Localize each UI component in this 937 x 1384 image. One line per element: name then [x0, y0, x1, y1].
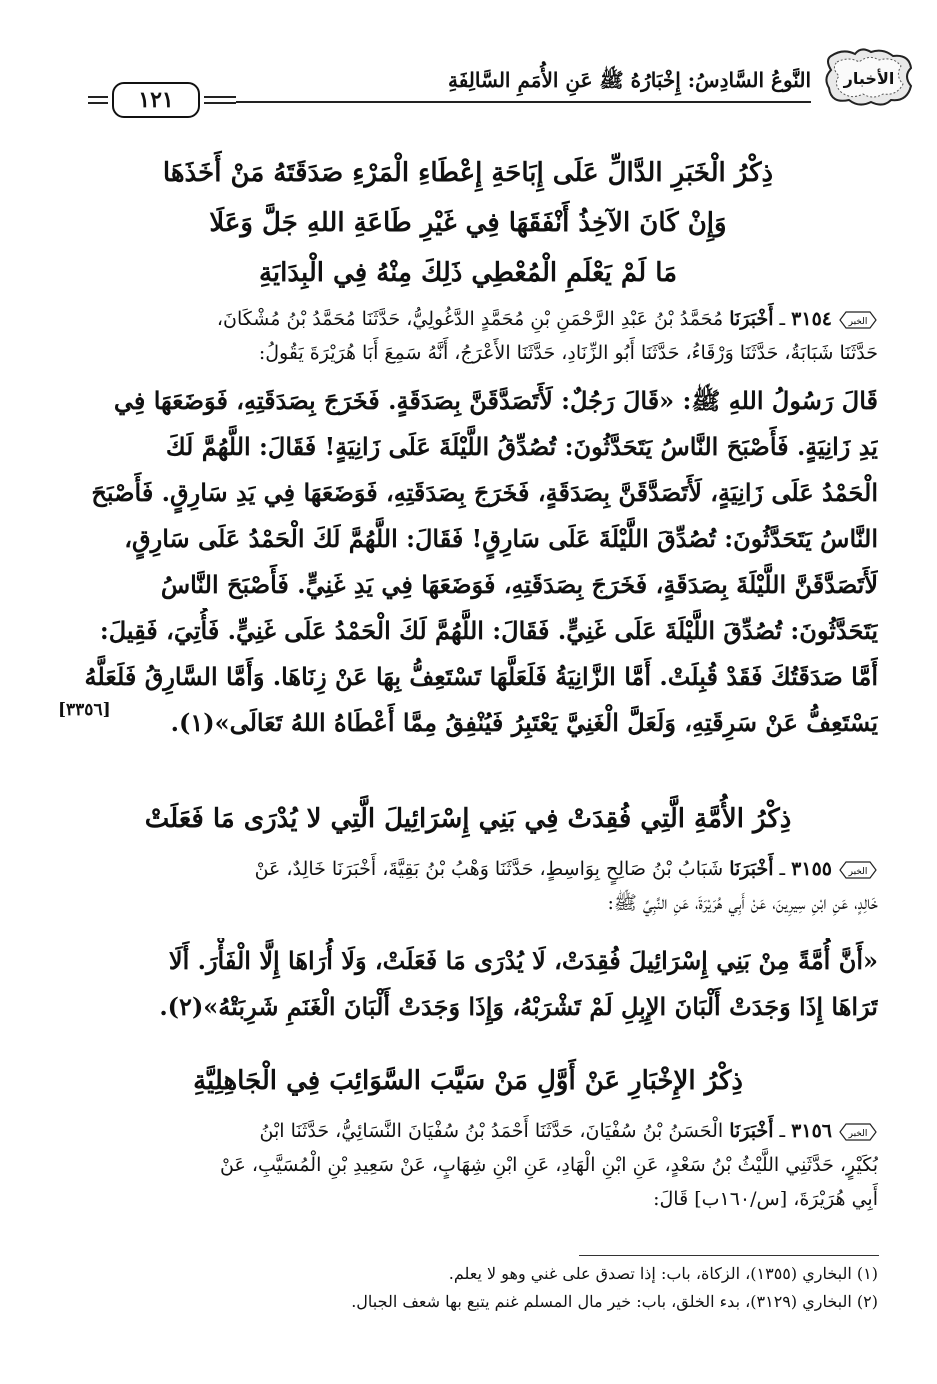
- hadith-number: ٣١٥٦: [791, 1120, 832, 1142]
- khabar-badge-icon: [838, 860, 878, 880]
- isnad-block: [58, 1114, 878, 1216]
- hadith-line: يَدِ زَانِيَةٍ. فَأَصْبَحَ النَّاسُ يَتَحَدَّثُونَ: تُصُدِّقُ اللَّيْلَةَ عَلَى زَانِيَةٍ! فَقَالَ: اللَّهُمَّ لَكَ: [165, 432, 878, 461]
- akhbarana-label: أَخْبَرَنَا: [729, 308, 774, 330]
- isnad-line: الخبر ٣١٥٤ ـ أَخْبَرَنَا مُحَمَّدُ بْنُ عَبْدِ الرَّحْمَنِ بْنِ مُحَمَّدٍ الدَّغُولِيُّ، حَدَّثَنَا مُحَمَّدُ بْنُ مُشْكَانَ،: [58, 302, 878, 336]
- hadith-number: ٣١٥٥: [791, 858, 832, 880]
- hadith-line: أَمَّا صَدَقَتُكَ فَقَدْ قُبِلَتْ. أَمَّا الزَّانِيَةُ فَلَعَلَّهَا تَسْتَعِفُّ بِهَا عَنْ زِنَاهَا. وَأَمَّا السَّارِقُ فَلَعَلَّهُ: [84, 662, 878, 691]
- section-heading: [58, 148, 878, 298]
- running-title: النَّوعُ السَّادِسُ: إِخْبَارُهُ ﷺ عَنِ الأُمَمِ السَّالِفَةِ: [447, 68, 811, 92]
- footnote: (١) البخاري (١٣٥٥)، الزكاة، باب: إذا تصدق على غني وهو لا يعلم.: [448, 1264, 878, 1283]
- isnad-line: حَدَّثَنَا شَبَابَةُ، حَدَّثَنَا وَرْقَاءُ، حَدَّثَنَا أَبُو الزِّنَادِ، حَدَّثَنَا الأَعْرَجُ، أَنَّهُ سَمِعَ أَبَا هُرَيْرَةَ يَقُولُ:: [258, 342, 878, 364]
- svg-text:الخبر: الخبر: [848, 867, 868, 877]
- hadith-line: تَرَاهَا إِذَا وَجَدَتْ أَلْبَانَ الإِبِلِ لَمْ تَشْرَبْهُ، وَإِذَا وَجَدَتْ أَلْبَانَ الْغَنَمِ شَرِبَتْهُ»(٢).: [159, 992, 878, 1021]
- header-rule-left: [88, 102, 108, 104]
- header-rule-left: [204, 102, 236, 104]
- svg-text:الخبر: الخبر: [848, 1129, 868, 1139]
- hadith-line: يَسْتَعِفُّ عَنْ سَرِقَتِهِ، وَلَعَلَّ الْغَنِيَّ يَعْتَبِرُ فَيُنْفِقُ مِمَّا أَعْطَاهُ اللهُ تَعَالَى»(١).: [170, 708, 878, 737]
- isnad-line: خَالِدٍ، عَنِ ابْنِ سِيرِينَ، عَنْ أَبِي هُرَيْرَةَ، عَنِ النَّبِيِّ ﷺ:: [607, 892, 878, 914]
- isnad-block: [58, 852, 878, 920]
- khabar-badge-icon: [838, 1122, 878, 1142]
- badge-text: الأخبار: [843, 69, 895, 88]
- footnote-divider: [579, 1255, 879, 1256]
- akhbarana-label: أَخْبَرَنَا: [729, 1120, 774, 1142]
- akhbarana-label: أَخْبَرَنَا: [729, 858, 774, 880]
- header-rule-left: [204, 96, 236, 98]
- heading-line: ذِكْرُ الْخَبَرِ الدَّالِّ عَلَى إِبَاحَةِ إِعْطَاءِ الْمَرْءِ صَدَقَتَهُ مَنْ أَخَذَهَا: [162, 158, 774, 188]
- khabar-badge-icon: [838, 310, 878, 330]
- header-rule-left: [88, 96, 108, 98]
- page-header: [22, 38, 915, 130]
- hadith-line: النَّاسُ يَتَحَدَّثُونَ: تُصُدِّقَ اللَّيْلَةَ عَلَى سَارِقٍ! فَقَالَ: اللَّهُمَّ لَكَ الْحَمْدُ عَلَى سَارِقٍ،: [124, 524, 878, 553]
- isnad-text: مُحَمَّدُ بْنُ عَبْدِ الرَّحْمَنِ بْنِ مُحَمَّدٍ الدَّغُولِيُّ، حَدَّثَنَا مُحَمَّدُ بْنُ مُشْكَانَ،: [216, 308, 724, 330]
- footnotes: [58, 1260, 878, 1316]
- hadith-text: [58, 938, 878, 1030]
- heading-line: ذِكْرُ الأُمَّةِ الَّتِي فُقِدَتْ فِي بَنِي إِسْرَائِيلَ الَّتِي لا يُدْرَى مَا فَعَلَتْ: [144, 804, 792, 834]
- header-rule: [236, 101, 811, 103]
- isnad-line: الخبر ٣١٥٦ ـ أَخْبَرَنَا الْحَسَنُ بْنُ سُفْيَانَ، حَدَّثَنَا أَحْمَدُ بْنُ سُفْيَانَ النَّسَائِيُّ، حَدَّثَنَا ابْنُ: [58, 1114, 878, 1148]
- hadith-line: قَالَ رَسُولُ اللهِ ﷺ: «قَالَ رَجُلٌ: لَأَتَصَدَّقَنَّ بِصَدَقَةٍ. فَخَرَجَ بِصَدَقَتِهِ، فَوَضَعَهَا فِي: [113, 386, 878, 415]
- heading-line: ذِكْرُ الإِخْبَارِ عَنْ أَوَّلِ مَنْ سَيَّبَ السَّوَائِبَ فِي الْجَاهِلِيَّةِ: [193, 1066, 743, 1096]
- isnad-line: أَبِي هُرَيْرَةَ، [س/١٦٠ب] قَالَ:: [653, 1188, 878, 1210]
- hadith-line: «أَنَّ أُمَّةً مِنْ بَنِي إِسْرَائِيلَ فُقِدَتْ، لَا يُدْرَى مَا فَعَلَتْ، وَلَا أُرَاهَا إِلَّا الْفَأْرَ. أَلَا: [168, 946, 878, 975]
- isnad-text: الْحَسَنُ بْنُ سُفْيَانَ، حَدَّثَنَا أَحْمَدُ بْنُ سُفْيَانَ النَّسَائِيُّ، حَدَّثَنَا ابْنُ: [259, 1120, 724, 1142]
- isnad-line: الخبر ٣١٥٥ ـ أَخْبَرَنَا شَبَابُ بْنُ صَالِحٍ بِوَاسِطٍ، حَدَّثَنَا وَهْبُ بْنُ بَقِيَّةَ، أَخْبَرَنَا خَالِدٌ، عَنْ: [58, 852, 878, 886]
- section-heading: [58, 794, 878, 844]
- isnad-line: بُكَيْرٍ، حَدَّثَنِي اللَّيْثُ بْنُ سَعْدٍ، عَنِ ابْنِ الْهَادِ، عَنِ ابْنِ شِهَابٍ، عَنْ سَعِيدِ بْنِ الْمُسَيَّبِ، عَنْ: [219, 1154, 878, 1176]
- svg-text:الخبر: الخبر: [848, 317, 868, 327]
- hadith-line: يَتَحَدَّثُونَ: تُصُدِّقَ اللَّيْلَةَ عَلَى غَنِيٍّ. فَقَالَ: اللَّهُمَّ لَكَ الْحَمْدُ عَلَى غَنِيٍّ. فَأُتِيَ، فَقِيلَ:: [99, 616, 878, 645]
- isnad-block: [58, 302, 878, 370]
- heading-line: مَا لَمْ يَعْلَمِ الْمُعْطِي ذَلِكَ مِنْهُ فِي الْبِدَايَةِ: [258, 258, 678, 288]
- heading-line: وَإِنْ كَانَ الآخِذُ أَنْفَقَهَا فِي غَيْرِ طَاعَةِ اللهِ جَلَّ وَعَلَا: [209, 208, 727, 238]
- hadith-text: [58, 378, 878, 746]
- puzzle-badge-icon: [823, 46, 915, 110]
- page-number: ١٢١: [112, 82, 200, 118]
- reference-number: [٣٣٥٦]: [58, 700, 111, 720]
- section-heading: [58, 1056, 878, 1106]
- hadith-line: الْحَمْدُ عَلَى زَانِيَةٍ، لَأَتَصَدَّقَنَّ بِصَدَقَةٍ، فَخَرَجَ بِصَدَقَتِهِ، فَوَضَعَهَا فِي يَدِ سَارِقٍ. فَأَصْبَحَ: [91, 478, 878, 507]
- isnad-text: شَبَابُ بْنُ صَالِحٍ بِوَاسِطٍ، حَدَّثَنَا وَهْبُ بْنُ بَقِيَّةَ، أَخْبَرَنَا خَالِدٌ، عَنْ: [254, 858, 724, 880]
- hadith-number: ٣١٥٤: [791, 308, 832, 330]
- footnote: (٢) البخاري (٣١٢٩)، بدء الخلق، باب: خير مال المسلم غنم يتبع بها شعف الجبال.: [351, 1292, 878, 1311]
- hadith-line: لَأَتَصَدَّقَنَّ اللَّيْلَةَ بِصَدَقَةٍ، فَخَرَجَ بِصَدَقَتِهِ، فَوَضَعَهَا فِي يَدِ غَنِيٍّ. فَأَصْبَحَ النَّاسُ: [160, 570, 878, 599]
